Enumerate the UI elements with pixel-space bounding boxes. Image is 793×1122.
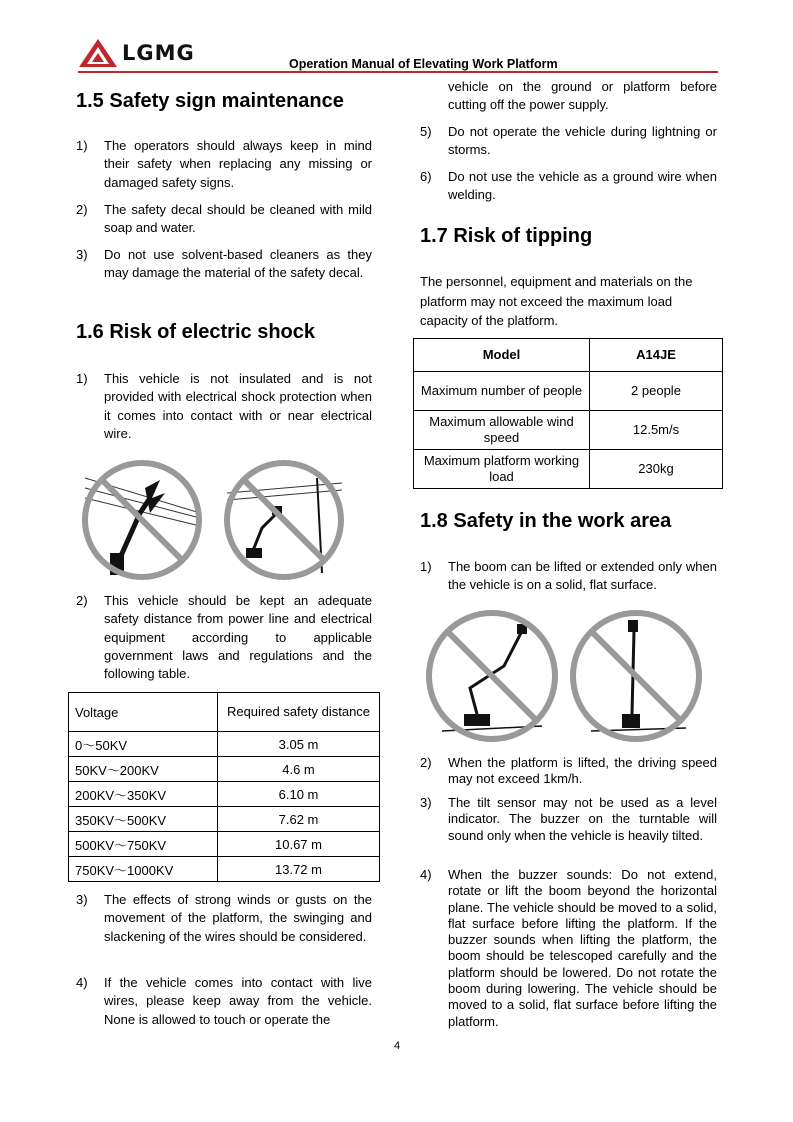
heading-1-7: 1.7 Risk of tipping [420,225,593,247]
list-item [76,370,372,443]
table-header-row [69,693,380,732]
list-item [420,867,717,1030]
item-text: The effects of strong winds or gusts on the movement of the platform, the swinging and slackening of the wires should be considered. [104,892,372,944]
item-number: 2) [420,755,432,770]
table-cell: 7.62 m [218,807,380,832]
tipping-intro: The personnel, equipment and materials on the platform may not exceed the maximum load capacity of the platform. [420,274,693,328]
item-text: When the platform is lifted, the driving speed may not exceed 1km/h. [448,755,717,787]
table-row [69,857,380,882]
table-cell: Maximum number of people [414,372,590,411]
item-text: vehicle on the ground or platform before cutting off the power supply. [448,79,717,113]
item-number: 4) [76,975,88,990]
item-text: The boom can be lifted or extended only when the vehicle is on a solid, flat surface. [448,559,717,593]
item-text: Do not operate the vehicle during lightning or storms. [448,124,717,158]
table-row [69,732,380,757]
lgmg-logo-icon [78,38,118,68]
table-cell: 2 people [590,372,723,411]
table-header-cell: Voltage [69,693,218,732]
table-cell: 13.72 m [218,857,380,882]
item-number: 3) [420,795,432,810]
list-item [420,795,717,844]
page-number: 4 [394,1040,401,1052]
item-text: The tilt sensor may not be used as a level indicator. The buzzer on the turntable will sound only when the vehicle is heavily tilted. [448,795,717,843]
table-row [414,450,723,489]
prohibited-vertical-boom-picture [566,606,706,746]
table-header-row [414,339,723,372]
heading-1-5: 1.5 Safety sign maintenance [76,90,344,112]
item-number: 2) [76,593,88,608]
table-header-cell: A14JE [590,339,723,372]
item-text: This vehicle should be kept an adequate safety distance from power line and electrical equipment according to applicable government laws and regulations and the following table. [104,593,372,682]
item-text: The safety decal should be cleaned with mild soap and water. [104,202,372,236]
list-item [76,891,372,946]
item-text: When the buzzer sounds: Do not extend, rotate or lift the boom beyond the horizontal plane. The vehicle should be moved to a solid, flat surface before lifting the platform. If the buzzer sounds when lifting the platform, the boom should be telescoped carefully and the platform should be lowered. Do not rotate the boom during lowering. The vehicle should be moved to a solid, flat surface before lifting the platform. [448,867,717,1029]
item-number: 1) [76,138,88,153]
item-number: 6) [420,169,432,184]
item-text: The operators should always keep in mind their safety when replacing any missing or damaged safety signs. [104,138,372,190]
table-header-cell: Required safety distance [218,693,380,732]
brand-name: LGMG [122,41,195,65]
brand-logo [78,38,195,68]
heading-1-6: 1.6 Risk of electric shock [76,321,316,343]
table-cell: 4.6 m [218,757,380,782]
table-cell: 3.05 m [218,732,380,757]
item-number: 4) [420,867,432,882]
table-cell: 750KV～1000KV [69,857,218,882]
prohibited-boom-on-slope-picture [422,606,562,746]
table-row [69,832,380,857]
table-cell: Maximum platform working load [414,450,590,489]
table-cell: 0～50KV [69,732,218,757]
item-number: 1) [420,559,432,574]
table-row [69,807,380,832]
table-cell: 230kg [590,450,723,489]
table-cell: 6.10 m [218,782,380,807]
table-cell: 10.67 m [218,832,380,857]
table-cell: 500KV～750KV [69,832,218,857]
list-item [76,137,372,192]
list-item [76,201,372,238]
table-cell: 200KV～350KV [69,782,218,807]
item-text: Do not use the vehicle as a ground wire when welding. [448,169,717,203]
voltage-distance-table [68,692,380,882]
table-cell: 12.5m/s [590,411,723,450]
list-item [76,974,372,1029]
table-cell: 350KV～500KV [69,807,218,832]
item-text: Do not use solvent-based cleaners as they may damage the material of the safety decal. [104,247,372,281]
list-item [76,592,372,683]
list-item-continued [420,78,717,115]
model-spec-table [413,338,723,489]
item-text: This vehicle is not insulated and is not provided with electrical shock protection when it comes into contact with or near electrical wire. [104,371,372,441]
item-number: 2) [76,202,88,217]
manual-title: Operation Manual of Elevating Work Platform [289,57,558,71]
list-item [420,755,717,788]
prohibited-platform-near-lines-picture [222,458,347,583]
table-cell: Maximum allowable wind speed [414,411,590,450]
item-number: 3) [76,247,88,262]
header-divider [78,71,718,73]
list-item [420,558,717,595]
heading-1-8: 1.8 Safety in the work area [420,510,672,532]
prohibited-boom-near-wires-picture [80,458,205,583]
table-cell: 50KV～200KV [69,757,218,782]
item-text: If the vehicle comes into contact with live wires, please keep away from the vehicle. None is allowed to touch or operate the [104,975,372,1027]
item-number: 5) [420,124,432,139]
list-item [420,123,717,160]
list-item [76,246,372,283]
table-row [69,782,380,807]
table-row [414,411,723,450]
item-number: 1) [76,371,88,386]
list-item [420,168,717,205]
table-row [69,757,380,782]
table-row [414,372,723,411]
table-header-cell: Model [414,339,590,372]
item-number: 3) [76,892,88,907]
